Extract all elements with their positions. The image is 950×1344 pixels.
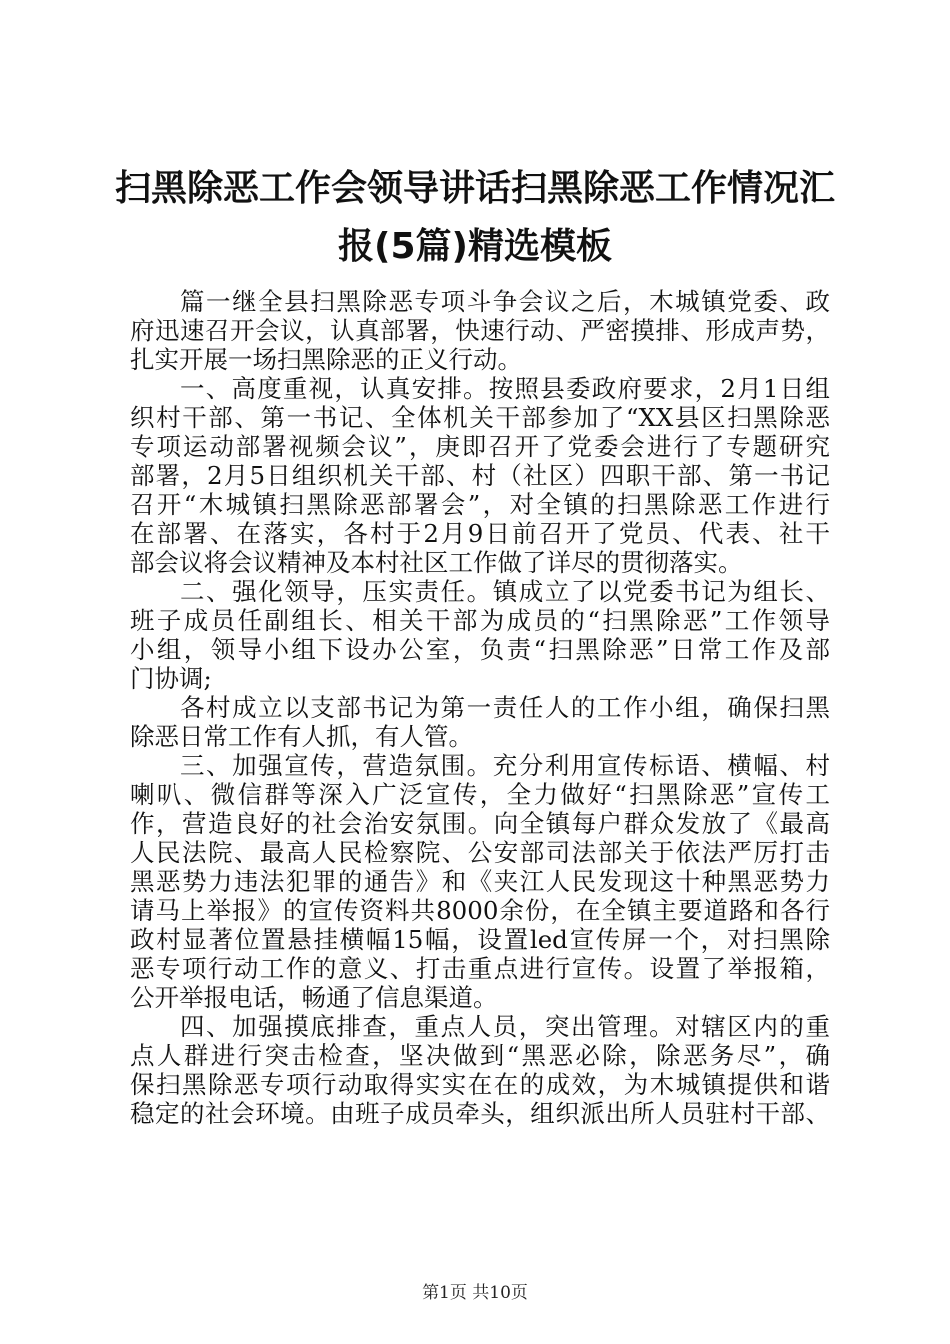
- paragraph-line: 小组，领导小组下设办公室，负责“扫黑除恶”日常工作及部: [130, 635, 830, 664]
- paragraph-line: 除恶日常工作有人抓，有人管。: [130, 722, 473, 751]
- paragraph-line: 一、高度重视，认真安排。按照县委政府要求，2月1日组: [180, 374, 830, 403]
- document-title-line-2: 报(5篇)精选模板: [338, 226, 612, 267]
- document-body: [130, 287, 830, 1128]
- paragraph-line: 作，营造良好的社会治安氛围。向全镇每户群众发放了《最高: [130, 809, 830, 838]
- paragraph-line: 请马上举报》的宣传资料共8000余份，在全镇主要道路和各行: [130, 896, 830, 925]
- document-title-line-1: 扫黑除恶工作会领导讲话扫黑除恶工作情况汇: [114, 168, 835, 209]
- paragraph-line: 召开“木城镇扫黑除恶部署会”，对全镇的扫黑除恶工作进行: [130, 490, 830, 519]
- paragraph-line: 政村显著位置悬挂横幅15幅，设置led宣传屏一个，对扫黑除: [130, 925, 830, 954]
- paragraph-line: 在部署、在落实，各村于2月9日前召开了党员、代表、社干: [130, 519, 830, 548]
- paragraph-line: 二、强化领导，压实责任。镇成立了以党委书记为组长、: [180, 577, 830, 606]
- paragraph-line: 人民法院、最高人民检察院、公安部司法部关于依法严厉打击: [130, 838, 830, 867]
- paragraph-line: 点人群进行突击检查，坚决做到“黑恶必除，除恶务尽”，确: [130, 1041, 830, 1070]
- paragraph-line: 稳定的社会环境。由班子成员牵头，组织派出所人员驻村干部、: [130, 1099, 830, 1128]
- paragraph-line: 恶专项行动工作的意义、打击重点进行宣传。设置了举报箱，: [130, 954, 830, 983]
- paragraph-line: 织村干部、第一书记、全体机关干部参加了“XX县区扫黑除恶: [130, 403, 830, 432]
- paragraph-line: 门协调;: [130, 664, 212, 693]
- paragraph-line: 三、加强宣传，营造氛围。充分利用宣传标语、横幅、村: [180, 751, 830, 780]
- paragraph-line: 篇一继全县扫黑除恶专项斗争会议之后，木城镇党委、政: [180, 287, 830, 316]
- page-number-footer: 第1页 共10页: [422, 1283, 528, 1303]
- paragraph-line: 保扫黑除恶专项行动取得实实在在的成效，为木城镇提供和谐: [130, 1070, 830, 1099]
- paragraph-line: 公开举报电话，畅通了信息渠道。: [130, 983, 498, 1012]
- paragraph-line: 部会议将会议精神及本村社区工作做了详尽的贯彻落实。: [130, 548, 743, 577]
- paragraph-line: 各村成立以支部书记为第一责任人的工作小组，确保扫黑: [180, 693, 830, 722]
- paragraph-line: 班子成员任副组长、相关干部为成员的“扫黑除恶”工作领导: [130, 606, 830, 635]
- paragraph-line: 部署，2月5日组织机关干部、村（社区）四职干部、第一书记: [130, 461, 830, 490]
- paragraph-line: 喇叭、微信群等深入广泛宣传，全力做好“扫黑除恶”宣传工: [130, 780, 830, 809]
- paragraph-line: 黑恶势力违法犯罪的通告》和《夹江人民发现这十种黑恶势力: [130, 867, 830, 896]
- paragraph-line: 专项运动部署视频会议”，庚即召开了党委会进行了专题研究: [130, 432, 830, 461]
- paragraph-line: 四、加强摸底排查，重点人员，突出管理。对辖区内的重: [180, 1012, 830, 1041]
- paragraph-line: 扎实开展一场扫黑除恶的正义行动。: [130, 345, 522, 374]
- paragraph-line: 府迅速召开会议，认真部署，快速行动、严密摸排、形成声势，: [130, 316, 830, 345]
